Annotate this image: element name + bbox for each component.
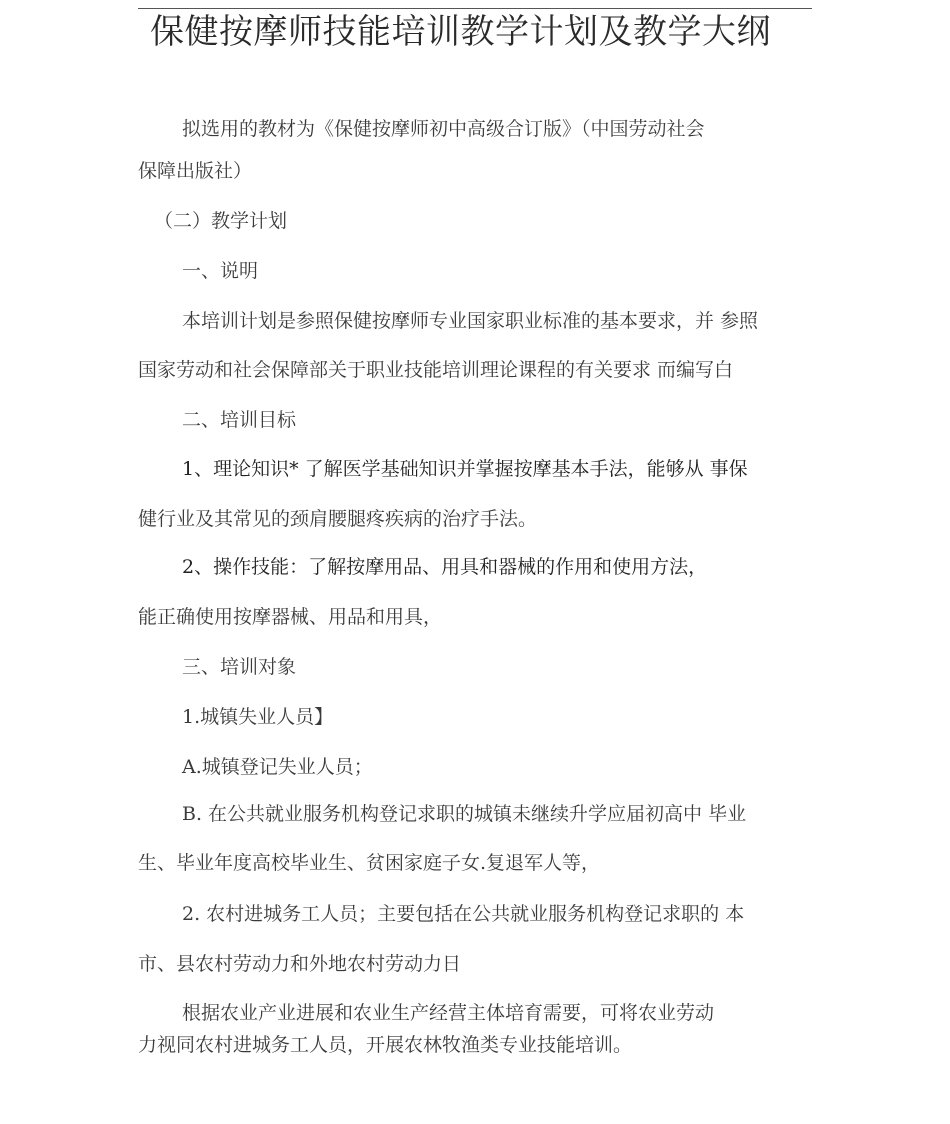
paragraph-operation-skills-line-2: 能正确使用按摩器械、用品和用具， (138, 606, 443, 628)
paragraph-theory-knowledge-line-2: 健行业及其常见的颈肩腰腿疼疾病的治疗手法。 (138, 508, 538, 530)
list-item-rural-migrant-line-2: 市、县农村劳动力和外地农村劳动力日 (138, 953, 462, 975)
section-heading-training-targets: 三、培训对象 (182, 656, 297, 678)
paragraph-theory-knowledge-line-1: 1、理论知识* 了解医学基础知识并掌握按摩基本手法，能够从 事保 (182, 458, 748, 480)
paragraph-explanation-line-1: 本培训计划是参照保健按摩师专业国家职业标准的基本要求，并 参照 (182, 310, 759, 332)
list-item-rural-migrant-line-1: 2. 农村进城务工人员；主要包括在公共就业服务机构登记求职的 本 (182, 903, 745, 925)
document-title: 保健按摩师技能培训教学计划及教学大纲 (150, 12, 771, 52)
list-item-urban-unemployed: 1.城镇失业人员】 (182, 706, 334, 728)
paragraph-operation-skills-line-1: 2、操作技能：了解按摩用品、用具和器械的作用和使用方法， (182, 556, 708, 578)
section-heading-teaching-plan: （二）教学计划 (154, 210, 288, 232)
paragraph-agriculture-line-1: 根据农业产业进展和农业生产经营主体培育需要，可将农业劳动 (182, 1002, 715, 1024)
section-heading-training-goals: 二、培训目标 (182, 409, 297, 431)
section-heading-explanation: 一、说明 (182, 260, 259, 282)
paragraph-explanation-line-2: 国家劳动和社会保障部关于职业技能培训理论课程的有关要求 而编写白 (138, 359, 734, 381)
list-item-public-employment-line-1: B. 在公共就业服务机构登记求职的城镇未继续升学应届初高中 毕业 (182, 803, 747, 825)
list-item-public-employment-line-2: 生、毕业年度高校毕业生、贫困家庭子女.复退军人等， (138, 852, 601, 874)
paragraph-agriculture-line-2: 力视同农村进城务工人员，开展农林牧渔类专业技能培训。 (138, 1034, 633, 1056)
paragraph-textbook-line-2: 保障出版社） (138, 160, 253, 182)
paragraph-textbook-line-1: 拟选用的教材为《保健按摩师初中高级合订版》（中国劳动社会 (182, 118, 705, 140)
top-rule (138, 8, 812, 9)
list-item-registered-unemployed: A.城镇登记失业人员； (182, 756, 373, 778)
